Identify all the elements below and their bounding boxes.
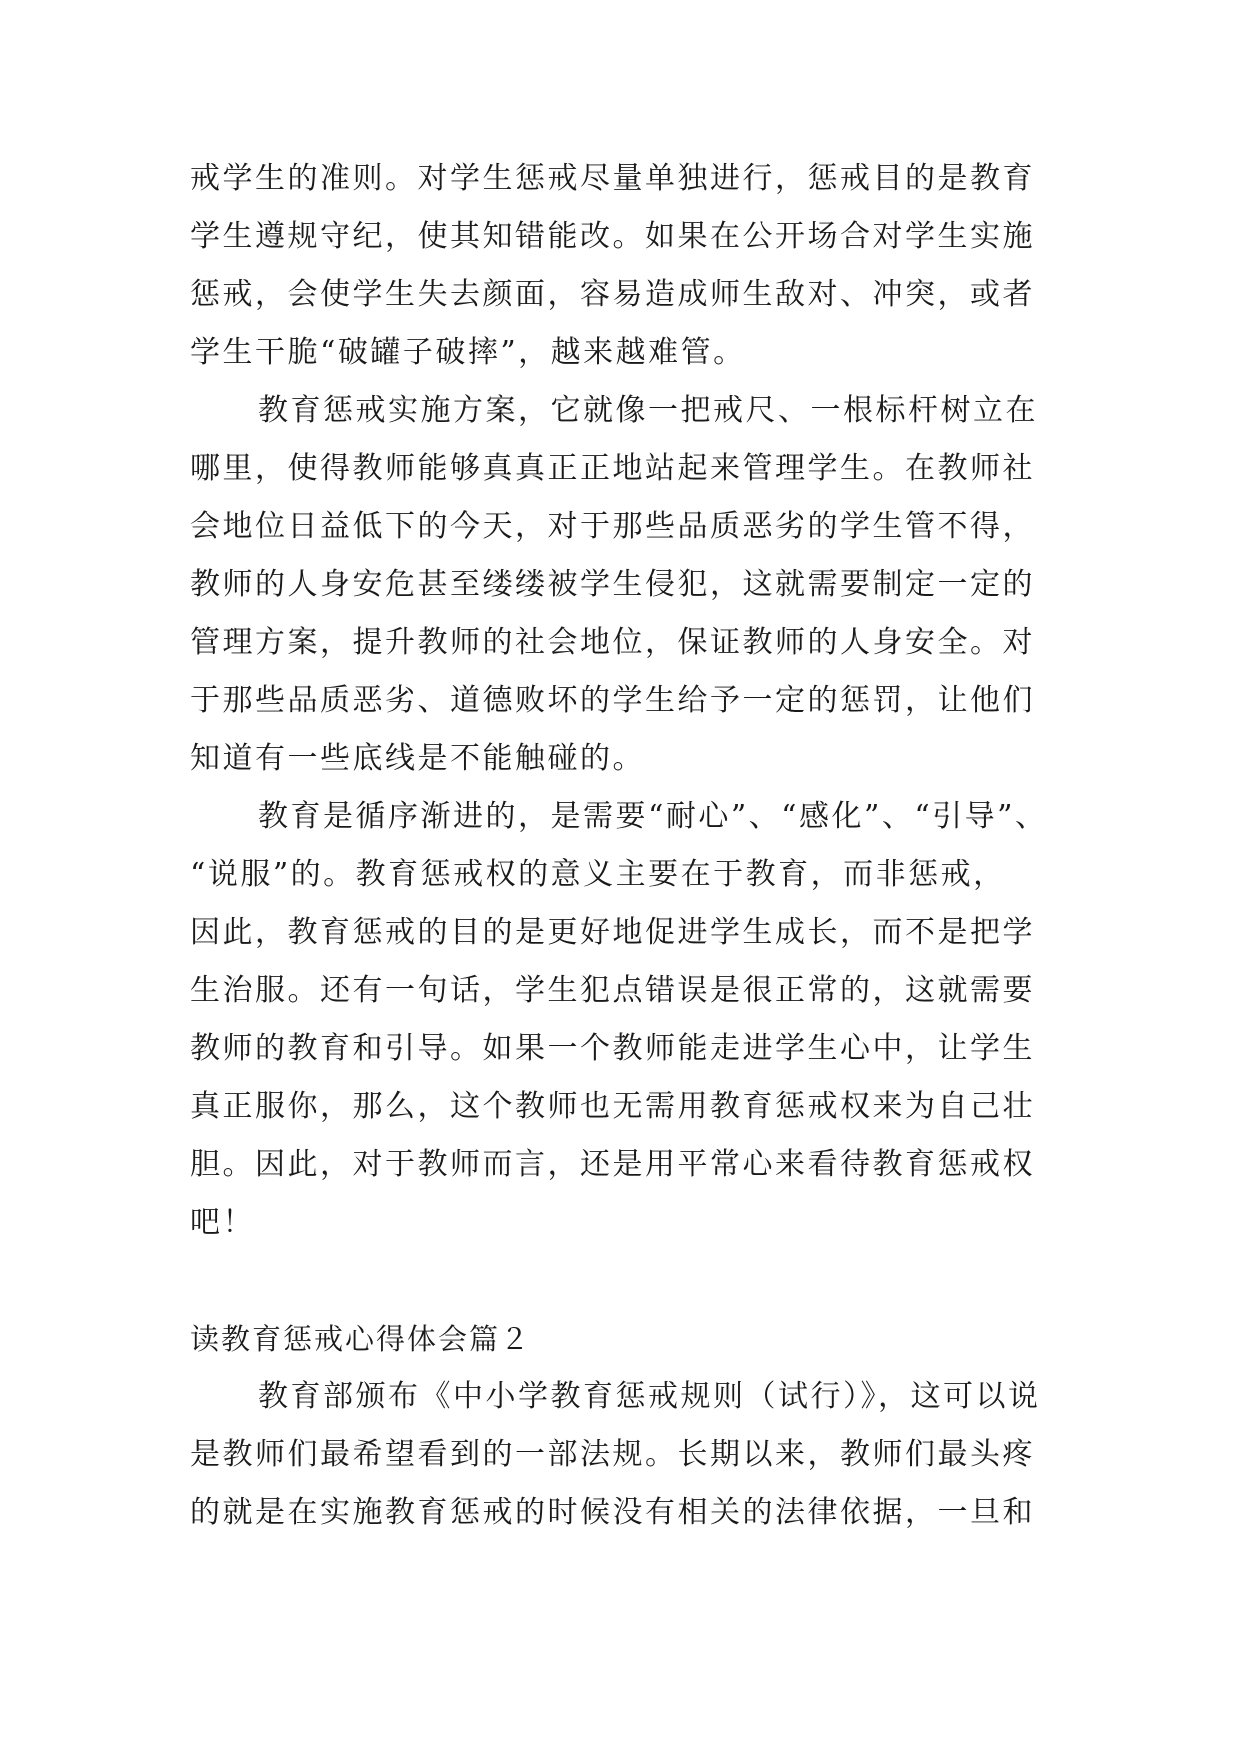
text-line: 胆。因此，对于教师而言，还是用平常心来看待教育惩戒权 xyxy=(190,1147,1035,1182)
text-line: 教师的教育和引导。如果一个教师能走进学生心中，让学生 xyxy=(190,1031,1035,1066)
text-line: 会地位日益低下的今天，对于那些品质恶劣的学生管不得， xyxy=(190,509,1035,544)
text-line: 知道有一些底线是不能触碰的。 xyxy=(190,741,645,776)
text-line: 教育是循序渐进的，是需要“耐心”、“感化”、“引导”、 xyxy=(258,799,1048,834)
text-line: 教育惩戒实施方案，它就像一把戒尺、一根标杆树立在 xyxy=(258,393,1038,428)
text-line: 于那些品质恶劣、道德败坏的学生给予一定的惩罚，让他们 xyxy=(190,683,1035,718)
text-line: 是教师们最希望看到的一部法规。长期以来，教师们最头疼 xyxy=(190,1437,1035,1472)
text-line: 学生遵规守纪，使其知错能改。如果在公开场合对学生实施 xyxy=(190,219,1035,254)
document-body xyxy=(190,150,1050,1542)
text-line: 管理方案，提升教师的社会地位，保证教师的人身安全。对 xyxy=(190,625,1035,660)
text-line: 教育部颁布《中小学教育惩戒规则（试行）》，这可以说 xyxy=(258,1379,1041,1414)
text-line: 教师的人身安危甚至缕缕被学生侵犯，这就需要制定一定的 xyxy=(190,567,1035,602)
text-line: 生治服。还有一句话，学生犯点错误是很正常的，这就需要 xyxy=(190,973,1035,1008)
paragraph-3 xyxy=(190,788,1050,1252)
paragraph-1 xyxy=(190,150,1050,382)
text-line: 学生干脆“破罐子破摔”，越来越难管。 xyxy=(190,335,746,370)
section-spacer xyxy=(190,1252,1050,1310)
text-line: 的就是在实施教育惩戒的时候没有相关的法律依据，一旦和 xyxy=(190,1495,1035,1530)
text-line: 真正服你，那么，这个教师也无需用教育惩戒权来为自己壮 xyxy=(190,1089,1035,1124)
text-line: 戒学生的准则。对学生惩戒尽量单独进行，惩戒目的是教育 xyxy=(190,161,1035,196)
text-line: 因此，教育惩戒的目的是更好地促进学生成长，而不是把学 xyxy=(190,915,1035,950)
text-line: 哪里，使得教师能够真真正正地站起来管理学生。在教师社 xyxy=(190,451,1035,486)
paragraph-2 xyxy=(190,382,1050,788)
text-line: 吧！ xyxy=(190,1205,255,1240)
section-heading: 读教育惩戒心得体会篇２ xyxy=(190,1322,532,1356)
paragraph-section2-1 xyxy=(190,1368,1050,1542)
text-line: 惩戒，会使学生失去颜面，容易造成师生敌对、冲突，或者 xyxy=(190,277,1035,312)
text-line: “说服”的。教育惩戒权的意义主要在于教育，而非惩戒， xyxy=(190,857,1006,892)
